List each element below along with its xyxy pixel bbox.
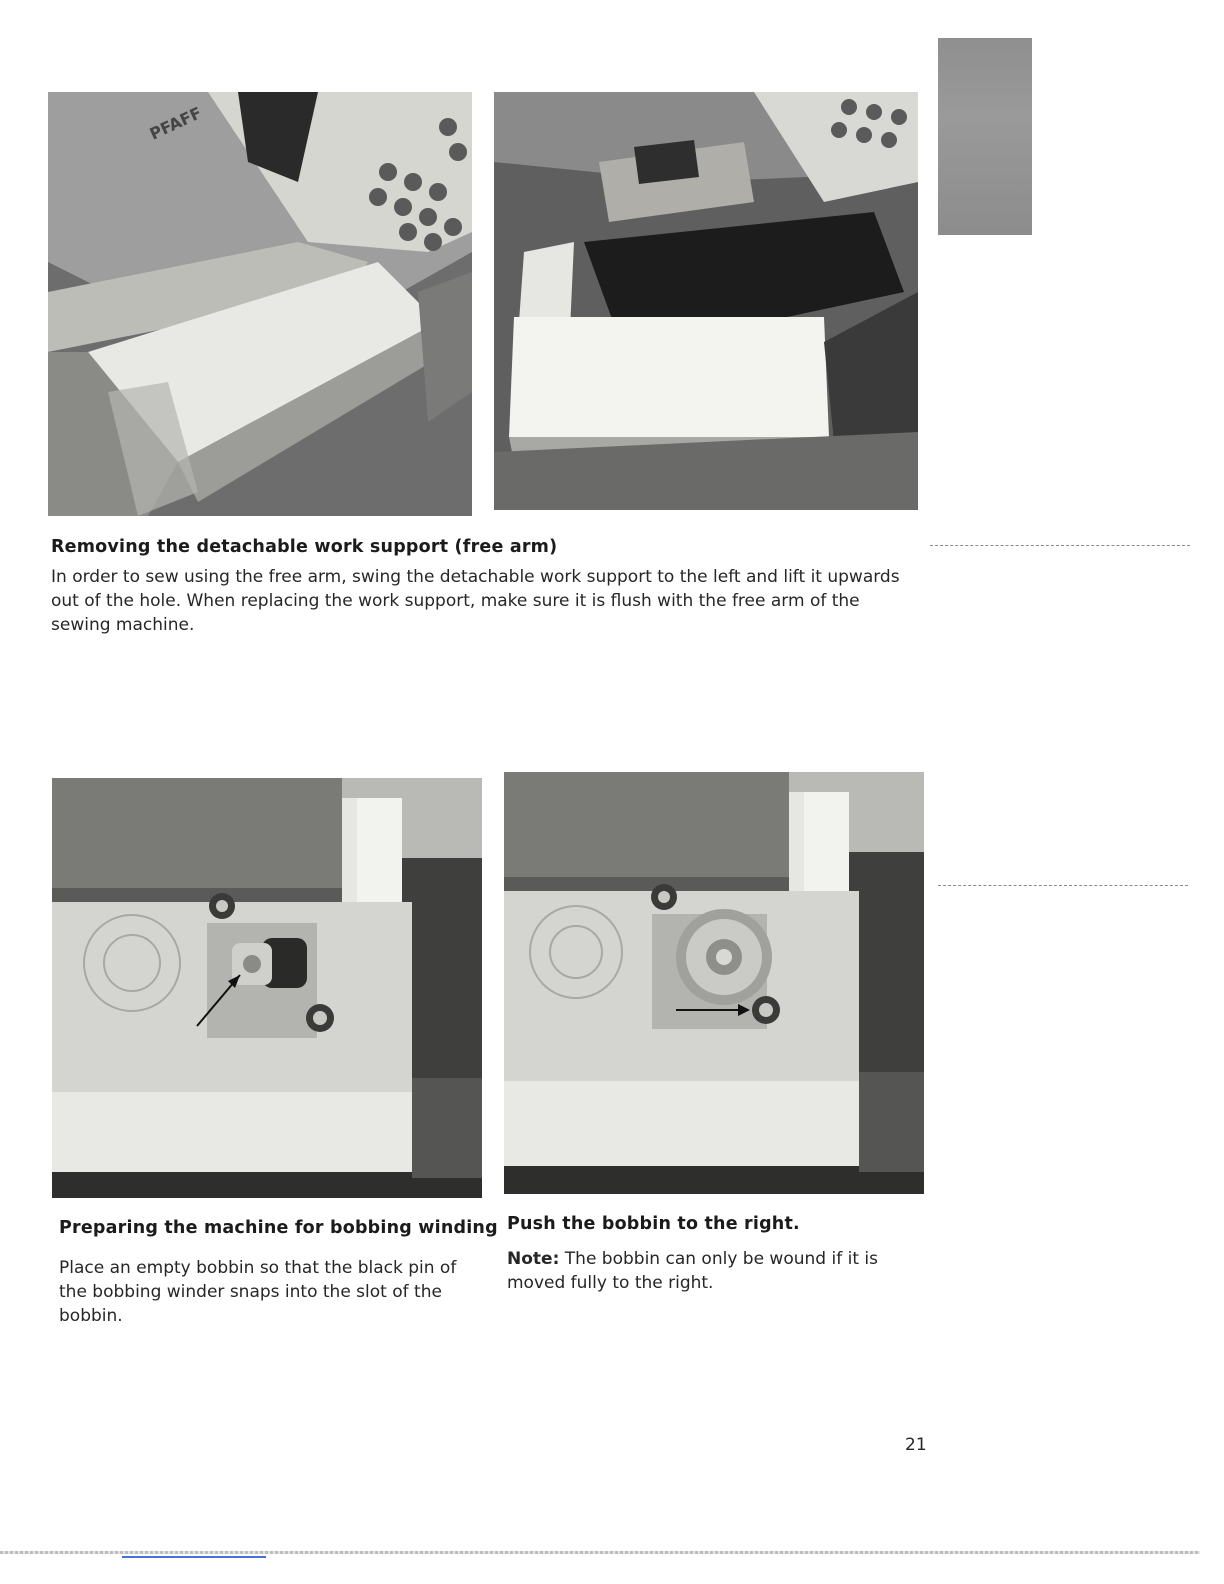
section-heading-remove-work-support: Removing the detachable work support (free arm): [51, 537, 558, 557]
photo-bobbin-winder-right-image: [504, 772, 924, 1194]
page-number: 21: [905, 1435, 927, 1455]
right-margin-rule-2: [938, 885, 1188, 886]
section-heading-bobbin-winding: Preparing the machine for bobbing winding: [59, 1218, 498, 1238]
section-body-remove-work-support: In order to sew using the free arm, swing the detachable work support to the left and lift it upwards out of the hole. When replacing the work support, make sure it is flush with the free arm of the sewing machine.: [51, 567, 900, 635]
brand-logo-text: PFAFF: [146, 103, 205, 144]
photo-remove-work-support-right-image: [494, 92, 918, 510]
photo-remove-work-support-left-image: [48, 92, 472, 516]
section-note-push-bobbin: [507, 1247, 917, 1295]
photo-bobbin-winder-left: [52, 778, 482, 1198]
section-body-bobbin-winding: Place an empty bobbin so that the black pin of the bobbing winder snaps into the slot of the bobbin.: [59, 1258, 457, 1326]
bottom-blue-mark: [122, 1556, 266, 1558]
photo-bobbin-winder-left-image: [52, 778, 482, 1198]
photo-bobbin-winder-right: [504, 772, 924, 1194]
right-margin-rule-1: [930, 545, 1190, 546]
photo-remove-work-support-right: [494, 92, 918, 510]
note-text: The bobbin can only be wound if it is moved fully to the right.: [507, 1249, 878, 1293]
photo-remove-work-support-left: [48, 92, 472, 516]
section-heading-push-bobbin: Push the bobbin to the right.: [507, 1214, 800, 1234]
side-gray-tab: [938, 38, 1032, 235]
note-label: Note:: [507, 1249, 560, 1269]
bottom-scan-rule: [0, 1551, 1200, 1554]
